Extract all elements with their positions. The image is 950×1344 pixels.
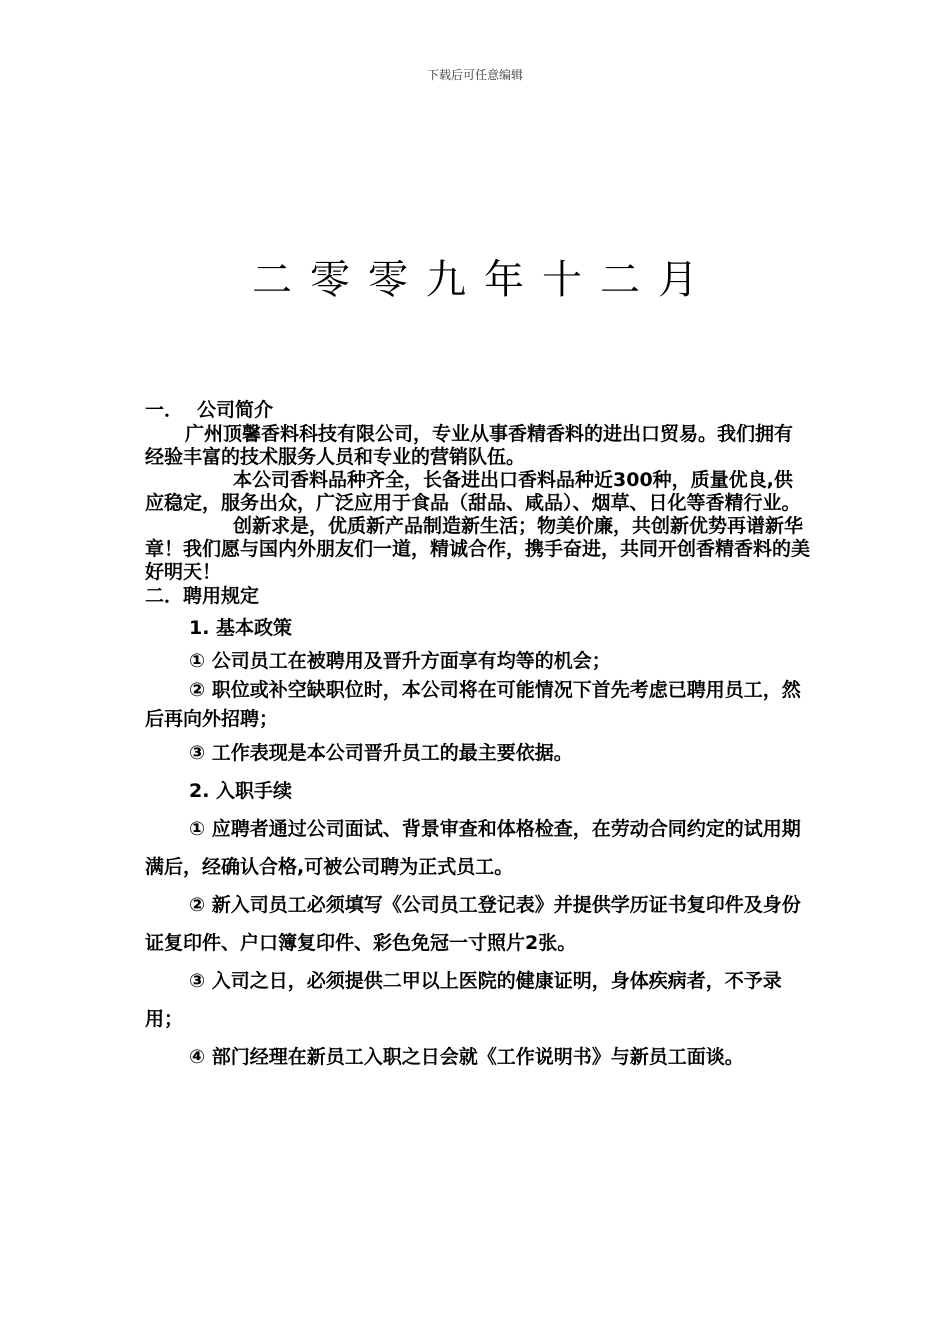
section-heading-company-intro [145,398,810,423]
date-title: 二零零九年十二月 [252,257,716,303]
sub-heading-onboarding: 2. 入职手续 [189,780,293,802]
intro-paragraph [145,515,810,584]
document-body [145,398,810,1076]
rule-item: ④ 部门经理在新员工入职之日会就《工作说明书》与新员工面谈。 [189,1046,744,1068]
rule-item: ③ 入司之日，必须提供二甲以上医院的健康证明，身体疾病者，不予录用； [145,970,782,1030]
rule-item: ① 应聘者通过公司面试、背景审查和体格检查，在劳动合同约定的试用期满后，经确认合格,可被公司聘为正式员工。 [145,818,801,878]
sub-heading-basic-policy: 1. 基本政策 [189,617,293,639]
rule-item: ② 新入司员工必须填写《公司员工登记表》并提供学历证书复印件及身份证复印件、户口簿复印件、彩色免冠一寸照片2张。 [145,894,801,954]
section-heading-employment-rules [145,584,810,609]
section-number: 二． [145,585,184,607]
intro-text: 创新求是，优质新产品制造新生活；物美价廉，共创新优势再谱新华章！我们愿与国内外朋友们一道，精诚合作，携手奋进，共同开创香精香料的美好明天！ [145,515,811,583]
rule-item: ① 公司员工在被聘用及晋升方面享有均等的机会； [189,650,611,672]
section-number: 一． [145,399,184,421]
header-note: 下载后可任意编辑 [426,68,523,82]
intro-paragraph [145,469,810,515]
rule-item: ③ 工作表现是本公司晋升员工的最主要依据。 [189,742,573,764]
intro-text: 本公司香料品种齐全，长备进出口香料品种近300种，质量优良,供应稳定，服务出众，广泛应用于食品（甜品、咸品）、烟草、日化等香精行业。 [145,469,801,514]
rule-item: ② 职位或补空缺职位时，本公司将在可能情况下首先考虑已聘用员工，然后再向外招聘； [145,679,801,730]
intro-text: 广州顶馨香料科技有限公司，专业从事香精香料的进出口贸易。我们拥有经验丰富的技术服务人员和专业的营销队伍。 [145,423,794,468]
section-title: 聘用规定 [183,585,260,607]
intro-paragraph [145,423,810,469]
section-title: 公司简介 [197,399,274,421]
